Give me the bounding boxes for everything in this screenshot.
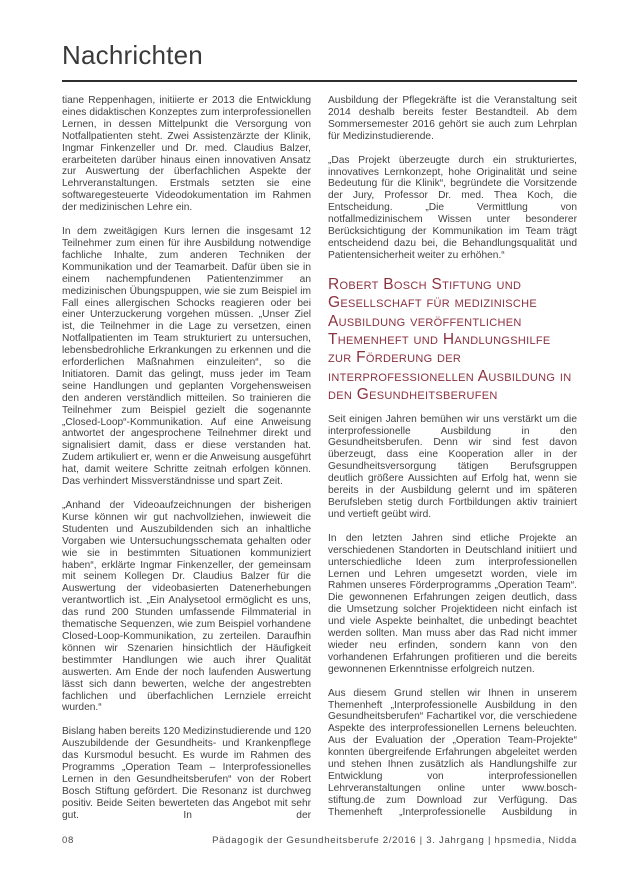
paragraph: tiane Reppenhagen, initiierte er 2013 die Entwicklung eines didaktischen Konzeptes zum interprofessionellen Lernen, in dessen Mittelpunkt die Versorgung von Notfallpatienten steht. Zwei Assistenzärzte der Klinik, Ingmar Finkenzeller und Dr. med. Claudius Balzer, erarbeiteten darüber hinaus einen innovativen Ansatz zur Auswertung der überfachlichen Aspekte der Lehrveranstaltungen. Erstmals setzten sie eine softwaregesteuerte Videodokumentation im Rahmen der medizinischen Lehre ein. [62,95,311,214]
paragraph: Bislang haben bereits 120 Medizinstudierende und 120 Auszubildende der Gesundheits- und Krankenpflege das Kursmodul besucht. Es wurde im Rahmen des Programms „Operation Team – Interprofessionelles Lernen in den Gesundheitsberufen“ von der Robert Bosch Stiftung gefördert. Die Resonanz ist durchweg positiv. Beide Seiten bewerteten das Angebot mit sehr gut. In der [62,726,311,821]
left-column [62,95,311,822]
paragraph: Aus diesem Grund stellen wir Ihnen in unserem Themenheft „Interprofessionelle Ausbildung in den Gesundheitsberufen“ Fachartikel vor, die verschiedene Aspekte des interprofessionellen Lernens beleuchten. Aus der Evaluation der „Operation Team-Projekte“ konnten übergreifende Erfahrungen abgeleitet werden und stehen Ihnen zusätzlich als Handlungshilfe zur Entwicklung von interprofessionellen Lehrveranstaltungen online unter www.bosch-stiftung.de zum Download zur Verfügung. Das Themenheft „Interprofessionelle Ausbildung in [328,687,577,818]
paragraph: Ausbildung der Pflegekräfte ist die Veranstaltung seit 2014 deshalb bereits fester Bestandteil. Ab dem Sommersemester 2016 gehört sie auch zum Lehrplan für Medizinstudierende. [328,95,577,142]
page-footer [62,835,577,846]
right-column-body [328,414,577,819]
section-heading: Robert Bosch Stiftung und Gesellschaft für medizinische Ausbildung veröffentlichen Themenheft und Handlungshilfe zur Förderung der interprofessionellen Ausbildung in den Gesundheitsberufen [328,275,572,404]
page-number: 08 [62,835,75,846]
journal-info: Pädagogik der Gesundheitsberufe 2/2016 | 3. Jahrgang | hpsmedia, Nidda [212,835,577,846]
paragraph: In dem zweitägigen Kurs lernen die insgesamt 12 Teilnehmer zum einen für ihre Ausbildung notwendige fachliche Inhalte, zum anderen Techniken der Kommunikation und der Teamarbeit. Dafür üben sie in einem nachempfundenen Patientenzimmer an medizinischen Übungspuppen, wie sie zum Beispiel im Fall eines allergischen Schocks reagieren oder bei einer Unterzuckerung vorgehen müssen. „Unser Ziel ist, die Teilnehmer in die Lage zu versetzen, einen Notfallpatienten im Team strukturiert zu untersuchen, lebensbedrohliche Erkrankungen zu erkennen und die erforderlichen Maßnahmen einzuleiten“, so die Initiatoren. Damit das gelingt, muss jeder im Team seine Handlungen und geplanten Vorgehensweisen den anderen verständlich mitteilen. So trainieren die Teilnehmer zum Beispiel gezielt die sogenannte „Closed-Loop“-Kommunikation. Auf eine Anweisung antwortet der angesprochene Teilnehmer direkt und signalisiert damit, dass er diese verstanden hat. Zudem artikuliert er, wenn er die Anweisung ausgeführt hat, damit weitere Schritte zeitnah erfolgen können. Das verhindert Missverständnisse und spart Zeit. [62,226,311,488]
page-title: Nachrichten [62,40,203,70]
right-column-intro [328,95,577,262]
title-divider [62,80,577,82]
right-column [328,95,577,822]
two-column-body [62,95,577,822]
paragraph: „Das Projekt überzeugte durch ein strukturiertes, innovatives Lernkonzept, hohe Originalität und seine Bedeutung für die Klinik“, begründete die Vorsitzende der Jury, Professor Dr. med. Thea Koch, die Entscheidung. „Die Vermittlung von notfallmedizinischem Wissen unter besonderer Berücksichtigung der Kommunikation im Team trägt entscheidend dazu bei, die Behandlungsqualität und Patientensicherheit weiter zu erhöhen.“ [328,154,577,261]
paragraph: In den letzten Jahren sind etliche Projekte an verschiedenen Standorten in Deutschland initiiert und unterschiedliche Ideen zum interprofessionellen Lernen und Lehren umgesetzt worden, viele im Rahmen unseres Förderprogramms „Operation Team“. Die gewonnenen Erfahrungen zeigen deutlich, dass die Umsetzung solcher Projektideen nicht einfach ist und viele Aspekte beinhaltet, die unbedingt beachtet werden sollten. Man muss aber das Rad nicht immer wieder neu erfinden, sondern kann von den vorhandenen Erfahrungen profitieren und die bereits gewonnenen Erkenntnisse erfolgreich nutzen. [328,532,577,675]
paragraph: Seit einigen Jahren bemühen wir uns verstärkt um die interprofessionelle Ausbildung in den Gesundheitsberufen. Denn wir sind fest davon überzeugt, dass eine Kooperation aller in der Gesundheitsversorgung tätigen Berufsgruppen deutlich größere Aussichten auf Erfolg hat, wenn sie bereits in der Ausbildung gelernt und im späteren Berufsleben stetig durch Fortbildungen aktiv trainiert und vertieft geübt wird. [328,413,577,520]
paragraph: „Anhand der Videoaufzeichnungen der bisherigen Kurse können wir gut nachvollziehen, inwieweit die Studenten und Auszubildenden sich an inhaltliche Vorgaben wie Untersuchungsschemata gehalten oder wie sie in bestimmten Situationen kommuniziert haben“, erklärte Ingmar Finkenzeller, der gemeinsam mit seinem Kollegen Dr. Claudius Balzer für die Auswertung der videobasierten Datenerhebungen verantwortlich ist. „Ein Analysetool ermöglicht es uns, das rund 200 Stunden umfassende Filmmaterial in thematische Sequenzen, wie zum Beispiel vorhandene Closed-Loop-Kommunikation, zu zerteilen. Daraufhin können wir Szenarien hinsichtlich der Häufigkeit bestimmter Handlungen wie auch ihrer Qualität auswerten. Am Ende der noch laufenden Auswertung lässt sich dann bewerten, welche der angestrebten fachlichen und überfachlichen Lernziele erreicht wurden.“ [62,500,311,714]
